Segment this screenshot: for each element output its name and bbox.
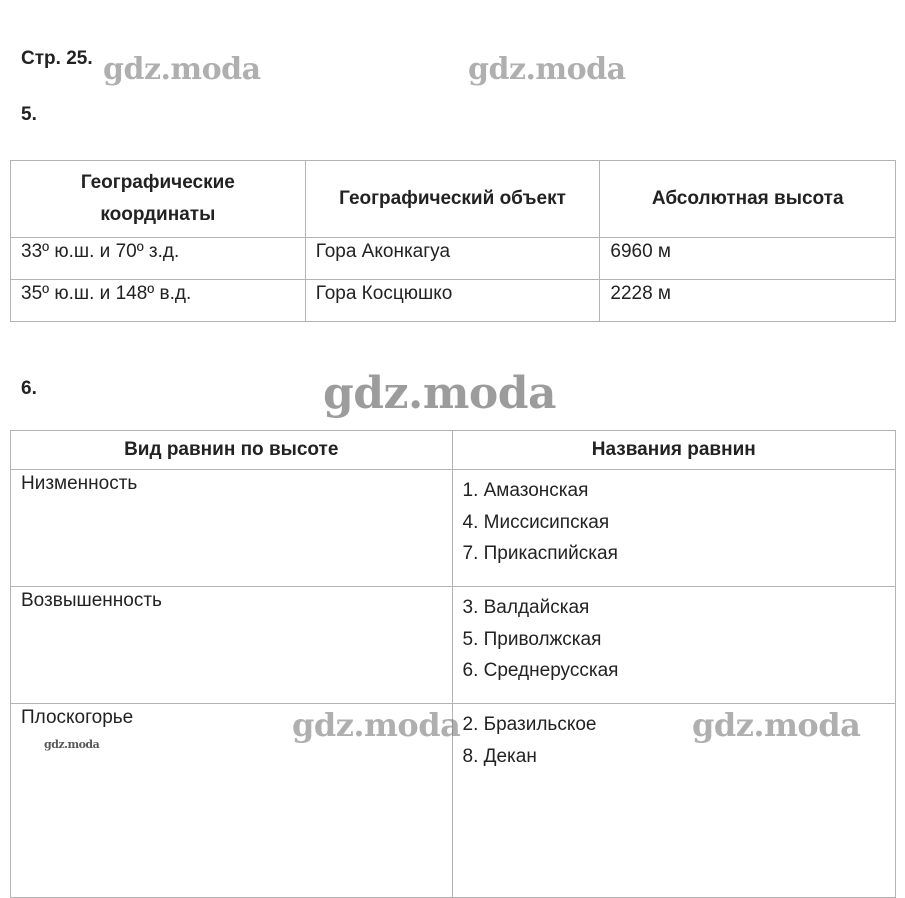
- table-row: [11, 280, 896, 322]
- table-row: [11, 587, 896, 704]
- list-item: 2. Бразильское: [462, 714, 597, 735]
- header-coordinates: Географические координаты: [11, 161, 306, 238]
- header-altitude: Абсолютная высота: [600, 161, 896, 238]
- cell-plain-names: [452, 470, 896, 587]
- list-item: 6. Среднерусская: [462, 660, 619, 681]
- plain-names-list: [463, 706, 886, 776]
- cell-object: Гора Косцюшко: [305, 280, 600, 322]
- cell-object: Гора Аконкагуа: [305, 238, 600, 280]
- header-plain-names: Названия равнин: [452, 431, 896, 470]
- table-row: [11, 470, 896, 587]
- cell-plain-names: [452, 587, 896, 704]
- cell-plain-type: [11, 587, 453, 704]
- list-item: 8. Декан: [462, 745, 537, 767]
- list-item: 7. Прикаспийская: [462, 543, 618, 564]
- list-item: 4. Миссисипская: [462, 511, 610, 533]
- watermark: gdz.moda: [103, 52, 261, 87]
- list-item: 1. Амазонская: [462, 480, 589, 501]
- plain-names-list: [463, 589, 886, 691]
- task-5-number: 5.: [21, 104, 37, 125]
- watermark: gdz.moda: [468, 52, 626, 87]
- plain-type-label: Возвышенность: [21, 590, 162, 611]
- watermark: gdz.moda: [44, 738, 100, 751]
- cell-altitude: 2228 м: [600, 280, 896, 322]
- plain-type-label: Плоскогорье: [21, 707, 134, 728]
- cell-plain-type: [11, 704, 453, 898]
- cell-coordinates: 35º ю.ш. и 148º в.д.: [11, 280, 306, 322]
- plain-type-label: Низменность: [21, 473, 138, 494]
- header-object: Географический объект: [305, 161, 600, 238]
- list-item: 5. Приволжская: [462, 628, 602, 650]
- header-plain-type: Вид равнин по высоте: [11, 431, 453, 470]
- plains-table: [10, 430, 896, 898]
- table-row: [11, 238, 896, 280]
- table-row: [11, 704, 896, 898]
- coordinates-table: [10, 160, 896, 322]
- list-item: 3. Валдайская: [462, 597, 590, 618]
- cell-plain-names: [452, 704, 896, 898]
- watermark: gdz.moda: [292, 706, 461, 744]
- watermark: gdz.moda: [323, 368, 557, 419]
- table-header-row: [11, 161, 896, 238]
- plain-names-list: [463, 472, 886, 574]
- cell-altitude: 6960 м: [600, 238, 896, 280]
- cell-coordinates: 33º ю.ш. и 70º з.д.: [11, 238, 306, 280]
- watermark: gdz.moda: [692, 706, 861, 744]
- page-reference: Стр. 25.: [21, 48, 93, 69]
- task-6-number: 6.: [21, 378, 37, 399]
- cell-plain-type: [11, 470, 453, 587]
- table-header-row: [11, 431, 896, 470]
